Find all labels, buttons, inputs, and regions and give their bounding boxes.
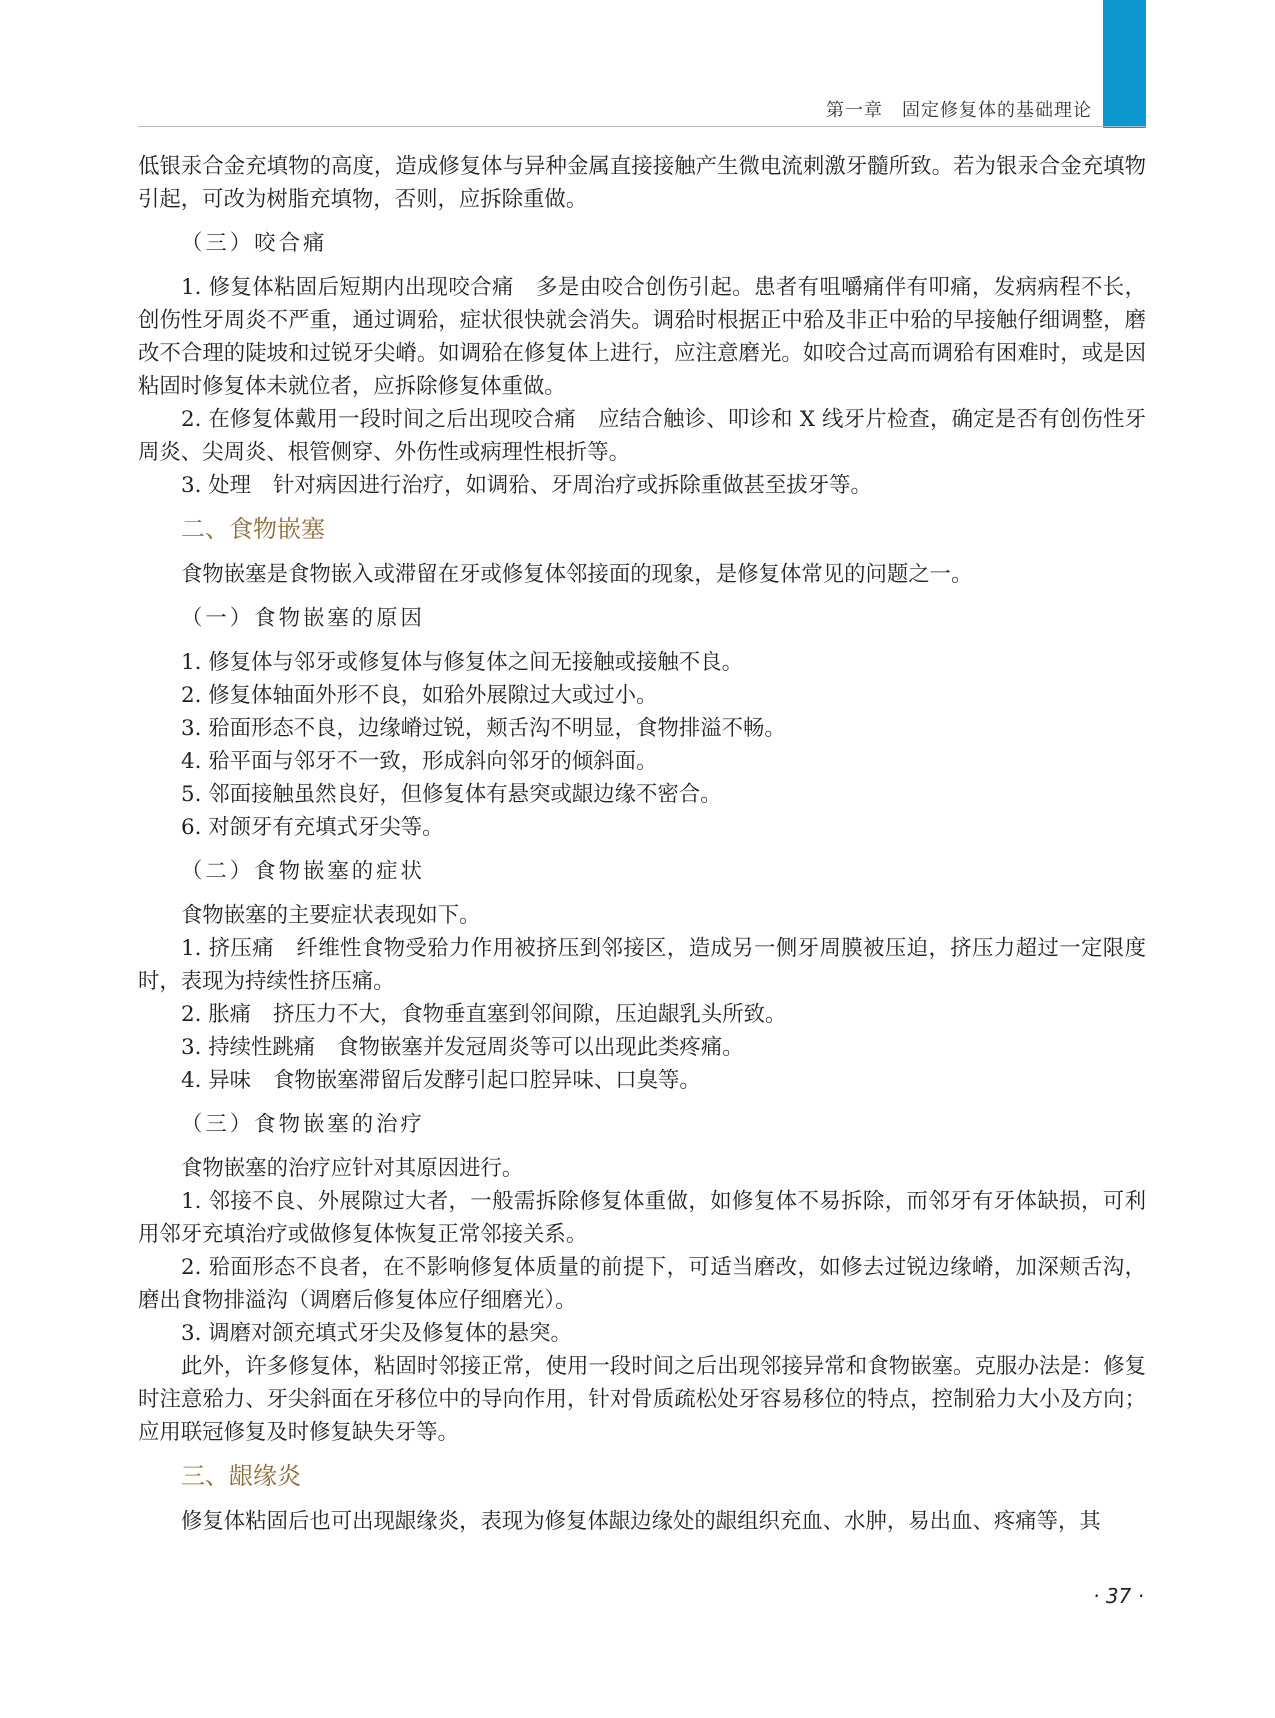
- page-number: · 37 ·: [1093, 1584, 1144, 1608]
- item-lead: 4. 异味: [181, 1068, 251, 1093]
- bite-pain-item-1: [138, 271, 1146, 403]
- paragraph-continuation: 低银汞合金充填物的高度，造成修复体与异种金属直接接触产生微电流刺激牙髓所致。若为银汞合金充填物引起，可改为树脂充填物，否则，应拆除重做。: [138, 154, 1146, 212]
- cause-item: 6. 对颌牙有充填式牙尖等。: [181, 815, 444, 840]
- item-lead: 3. 持续性跳痛: [181, 1035, 316, 1060]
- item-text: 挤压力不大，食物垂直塞到邻间隙，压迫龈乳头所致。: [273, 1002, 787, 1027]
- item-lead: 2. 胀痛: [181, 1002, 251, 1027]
- chapter-header: 第一章 固定修复体的基础理论: [826, 100, 1092, 121]
- item-text: 应结合触诊、叩诊和 X 线牙片检查，确定是否有创伤性牙周炎、尖周炎、根管侧穿、外伤性或病理性根折等。: [138, 407, 1146, 465]
- section-heading-gingivitis: 三、龈缘炎: [181, 1462, 301, 1490]
- page-body: [138, 150, 1146, 1538]
- item-text: 食物嵌塞滞留后发酵引起口腔异味、口臭等。: [273, 1068, 701, 1093]
- item-text: 多是由咬合创伤引起。患者有咀嚼痛伴有叩痛，发病病程不长，创伤性牙周炎不严重，通过调𬌗，症状很快就会消失。调𬌗时根据正中𬌗及非正中𬌗的早接触仔细调整，磨改不合理的陡坡和过锐牙尖嵴。如调𬌗在修复体上进行，应注意磨光。如咬合过高而调𬌗有困难时，或是因粘固时修复体未就位者，应拆除修复体重做。: [138, 275, 1146, 399]
- cause-item: 1. 修复体与邻牙或修复体与修复体之间无接触或接触不良。: [181, 650, 743, 675]
- treatment-extra: 此外，许多修复体，粘固时邻接正常，使用一段时间之后出现邻接异常和食物嵌塞。克服办法是：修复时注意𬌗力、牙尖斜面在牙移位中的导向作用，针对骨质疏松处牙容易移位的特点，控制𬌗力大小及方向；应用联冠修复及时修复缺失牙等。: [138, 1354, 1146, 1445]
- subheading-bite-pain: （三）咬合痛: [181, 231, 328, 256]
- symptom-item-4: [138, 1064, 1146, 1097]
- treatment-item: 3. 调磨对颌充填式牙尖及修复体的悬突。: [181, 1321, 572, 1346]
- chapter-tab-marker: [1103, 0, 1146, 128]
- cause-item: 3. 𬌗面形态不良，边缘嵴过锐，颊舌沟不明显，食物排溢不畅。: [181, 716, 786, 741]
- subheading-causes: （一）食物嵌塞的原因: [181, 606, 425, 631]
- treatment-intro: 食物嵌塞的治疗应针对其原因进行。: [181, 1156, 524, 1181]
- subheading-symptoms: （二）食物嵌塞的症状: [181, 859, 425, 884]
- treatment-item: 1. 邻接不良、外展隙过大者，一般需拆除修复体重做，如修复体不易拆除，而邻牙有牙体缺损，可利用邻牙充填治疗或做修复体恢复正常邻接关系。: [138, 1189, 1146, 1247]
- header-rule: [138, 126, 1146, 127]
- treatment-item: 2. 𬌗面形态不良者，在不影响修复体质量的前提下，可适当磨改，如修去过锐边缘嵴，加深颊舌沟，磨出食物排溢沟（调磨后修复体应仔细磨光）。: [138, 1255, 1146, 1313]
- paragraph-gingivitis-intro: 修复体粘固后也可出现龈缘炎，表现为修复体龈边缘处的龈组织充血、水肿，易出血、疼痛等，其: [181, 1509, 1101, 1534]
- cause-item: 5. 邻面接触虽然良好，但修复体有悬突或龈边缘不密合。: [181, 782, 722, 807]
- item-lead: 1. 挤压痛: [181, 936, 274, 961]
- symptom-item-2: [138, 998, 1146, 1031]
- bite-pain-item-2: [138, 403, 1146, 469]
- cause-item: 4. 𬌗平面与邻牙不一致，形成斜向邻牙的倾斜面。: [181, 749, 658, 774]
- item-lead: 2. 在修复体戴用一段时间之后出现咬合痛: [181, 407, 576, 432]
- item-text: 纤维性食物受𬌗力作用被挤压到邻接区，造成另一侧牙周膜被压迫，挤压力超过一定限度时，表现为持续性挤压痛。: [138, 936, 1146, 994]
- symptom-item-1: [138, 932, 1146, 998]
- item-text: 针对病因进行治疗，如调𬌗、牙周治疗或拆除重做甚至拔牙等。: [273, 473, 872, 498]
- paragraph-food-impaction-intro: 食物嵌塞是食物嵌入或滞留在牙或修复体邻接面的现象，是修复体常见的问题之一。: [181, 562, 973, 587]
- cause-item: 2. 修复体轴面外形不良，如𬌗外展隙过大或过小。: [181, 683, 658, 708]
- item-lead: 3. 处理: [181, 473, 251, 498]
- symptom-item-3: [138, 1031, 1146, 1064]
- subheading-treatment: （三）食物嵌塞的治疗: [181, 1112, 425, 1137]
- item-lead: 1. 修复体粘固后短期内出现咬合痛: [181, 275, 514, 300]
- bite-pain-item-3: [138, 469, 1146, 502]
- symptoms-intro: 食物嵌塞的主要症状表现如下。: [181, 903, 481, 928]
- section-heading-food-impaction: 二、食物嵌塞: [181, 515, 325, 543]
- item-text: 食物嵌塞并发冠周炎等可以出现此类疼痛。: [337, 1035, 744, 1060]
